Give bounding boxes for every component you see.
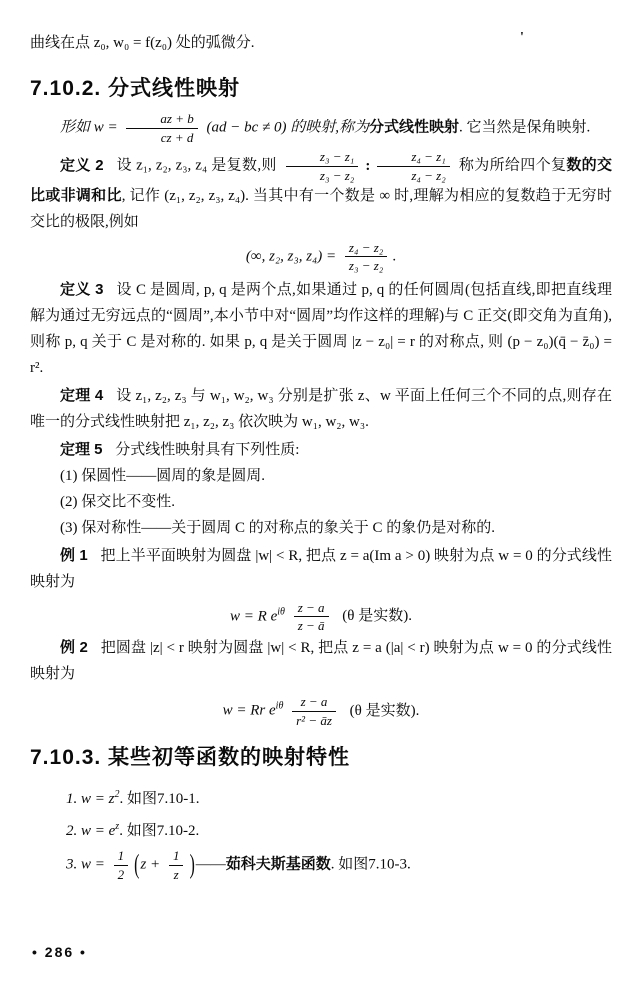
- fraction-one-half: [114, 849, 129, 881]
- formula-lhs: (∞, z₂, z₃, z₄) =: [245, 248, 337, 265]
- page-number: [32, 944, 87, 960]
- definition-2-pre: 设 z₁, z₂, z₃, z₄ 是复数,则: [116, 157, 277, 174]
- fraction-numerator: az + b: [126, 112, 197, 129]
- example-1-paragraph: [30, 543, 612, 595]
- fraction-cross-ratio-2: [377, 150, 449, 182]
- fraction-denominator: r² − āz: [296, 712, 332, 728]
- footer-left-mark: •: [32, 944, 39, 960]
- fraction-numerator: 1: [114, 849, 129, 866]
- definition-2-rest: , 记作 (z₁, z₂, z₃, z₄). 当其中有一个数是 ∞ 时,理解为相应的复数趋于无穷时交比的极限,例如: [30, 187, 612, 230]
- fraction-numerator: z − a: [294, 601, 329, 618]
- definition-3-label: 定义 3: [60, 280, 104, 298]
- figure-ref: . 如图7.10-1.: [119, 791, 200, 808]
- formula-lhs: w = R e: [230, 608, 278, 625]
- example-2-label: 例 2: [60, 639, 88, 657]
- formula-note: (θ 是实数).: [342, 608, 412, 625]
- example-1-label: 例 1: [60, 546, 88, 564]
- theorem-4-label: 定理 4: [60, 386, 104, 404]
- fraction-numerator: z₄ − z₂: [345, 241, 387, 258]
- fraction-numerator: 1: [169, 849, 184, 866]
- exponent-itheta: iθ: [275, 700, 284, 712]
- formula-lhs: w = Rr e: [222, 702, 276, 719]
- definition-3-paragraph: [30, 277, 612, 381]
- math-condition: (ad − bc ≠ 0) 的映射,称为: [206, 119, 369, 136]
- fraction-denominator: 2: [117, 867, 125, 883]
- fraction-denominator: z₄ − z₂: [411, 167, 446, 183]
- math-inline: 2. w = e: [66, 823, 116, 840]
- definition-2-paragraph: [30, 150, 612, 234]
- fraction-one-over-z: [169, 849, 184, 881]
- intro-line: 曲线在点 z₀, w₀ = f(z₀) 处的弧微分.: [30, 35, 255, 51]
- example-2-formula: [30, 695, 612, 727]
- definition-2-label: 定义 2: [60, 156, 104, 174]
- theorem-5-intro: [30, 437, 612, 463]
- fraction-denominator: z₃ − z₂: [319, 167, 355, 183]
- theorem-4-paragraph: [30, 383, 612, 435]
- property-item-2: (2) 保交比不变性.: [60, 493, 175, 510]
- footer-page-value: 286: [44, 944, 75, 960]
- formula-period: .: [392, 248, 397, 265]
- dash: ——: [195, 856, 226, 873]
- term-cross-ratio-bold: 数的交比或非调和比: [30, 156, 613, 204]
- fraction-cross-ratio-1: [286, 150, 358, 182]
- fraction-numerator: z₃ − z₁: [286, 150, 358, 167]
- math-inline: 1. w = z: [66, 791, 115, 808]
- formula-note: (θ 是实数).: [349, 702, 420, 719]
- exponent-itheta: iθ: [277, 606, 285, 618]
- theorem-5-body: 分式线性映射具有下列性质:: [115, 441, 300, 458]
- theorem-5-label: 定理 5: [60, 440, 103, 458]
- theorem-4-body: 设 z₁, z₂, z₃ 与 w₁, w₂, w₃ 分别是扩张 z、w 平面上任何三个不同的点,则存在唯一的分式线性映射把 z₁, z₂, z₃ 依次映为 w₁, w₂, w₃.: [30, 387, 613, 430]
- fraction-mapping: [292, 695, 336, 727]
- property-item-1: (1) 保圆性——圆周的象是圆周.: [60, 467, 265, 484]
- fraction-denominator: z − ā: [297, 618, 325, 634]
- definition-2-post: 称为所给四个复: [458, 157, 567, 174]
- open-paren: (: [134, 850, 140, 880]
- figure-ref: . 如图7.10-2.: [119, 823, 200, 840]
- exponent-z: z: [115, 821, 120, 833]
- term-joukowski-bold: 茹科夫斯基函数: [225, 855, 331, 873]
- mapping-item-2: [30, 813, 612, 845]
- fraction-denominator: cz + d: [160, 129, 194, 145]
- example-2-body: 把圆盘 |z| < r 映射为圆盘 |w| < R, 把点 z = a (|a| < r) 映射为点 w = 0 的分式线性映射为: [30, 640, 612, 683]
- section-heading-7-10-3: 7.10.3. 某些初等函数的映射特性: [30, 746, 351, 770]
- close-paren: ): [189, 850, 195, 880]
- term-flm-bold: 分式线性映射: [369, 118, 460, 136]
- fraction-mapping: [294, 601, 329, 633]
- example-1-formula: [30, 601, 612, 633]
- elementary-functions-list: [30, 781, 612, 881]
- fraction-limit: [345, 241, 387, 273]
- figure-ref: . 如图7.10-3.: [330, 856, 411, 873]
- paragraph-flm-definition: [30, 112, 612, 144]
- math-inline: 3. w =: [66, 856, 105, 873]
- property-item-3: (3) 保对称性——关于圆周 C 的对称点的象关于 C 的象仍是对称的.: [60, 519, 496, 536]
- paragraph-tail: . 它当然是保角映射.: [459, 119, 591, 136]
- exponent-2: 2: [114, 789, 120, 801]
- fraction-denominator: z: [173, 867, 179, 883]
- math-inline: z +: [140, 856, 161, 873]
- mapping-item-1: [30, 781, 612, 813]
- ratio-separator: :: [365, 157, 371, 174]
- mapping-item-3: [30, 849, 612, 881]
- scan-artifact-mark: ': [520, 30, 524, 45]
- footer-right-mark: •: [80, 944, 87, 960]
- fraction-linear-form: [126, 112, 197, 144]
- cross-ratio-infinity-formula: [30, 241, 612, 273]
- fraction-numerator: z₄ − z₁: [377, 150, 449, 167]
- fraction-numerator: z − a: [292, 695, 336, 712]
- fraction-denominator: z₃ − z₂: [348, 258, 384, 274]
- section-heading-7-10-2: 7.10.2. 分式线性映射: [30, 77, 241, 100]
- definition-3-body: 设 C 是圆周, p, q 是两个点,如果通过 p, q 的任何圆周(包括直线,即把直线理解为通过无穷远点的“圆周”,本小节中对“圆周”均作这样的理解)与 C 正交(即交角为直角), 则称 p, q 关于 C 是对称的. 如果 p, q 是关于圆周 |z − z₀| = r 的对称点, 则 (p − z₀)(q̄ − z̄₀) = r².: [30, 281, 612, 376]
- example-2-paragraph: [30, 635, 612, 687]
- math-inline: 形如 w =: [60, 119, 118, 136]
- example-1-body: 把上半平面映射为圆盘 |w| < R, 把点 z = a(Im a > 0) 映射为点 w = 0 的分式线性映射为: [30, 547, 612, 590]
